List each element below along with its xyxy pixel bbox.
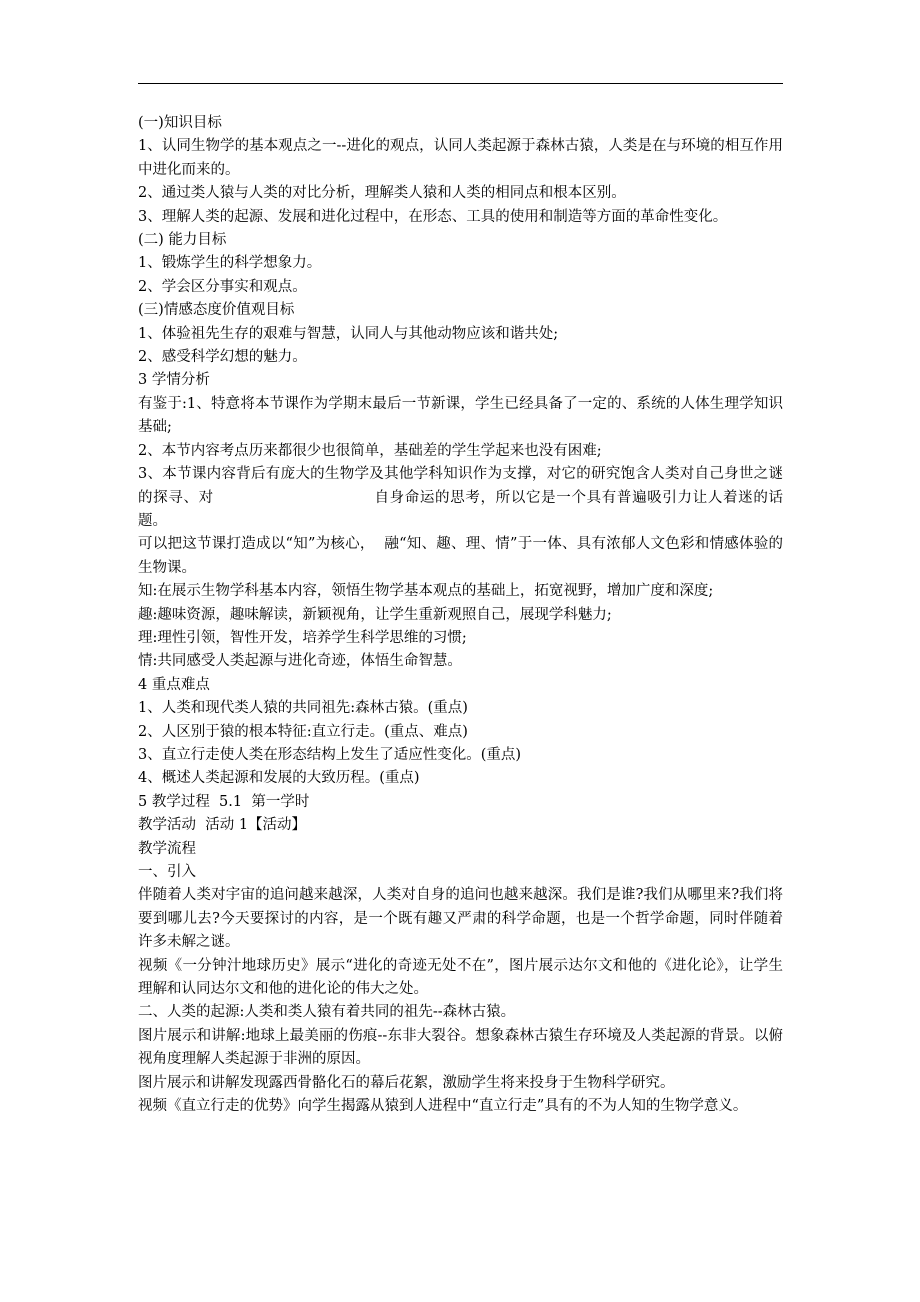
paragraph: 2、本节内容考点历来都很少也很简单，基础差的学生学起来也没有困难; [138, 442, 602, 459]
paragraph: 图片展示和讲解:地球上最美丽的伤痕--东非大裂谷。想象森林古猿生存环境及人类起源的背景。以俯视角度理解人类起源于非洲的原因。 [138, 1027, 783, 1068]
paragraph-part: 3、本节课内容背后有庞大的生物学及其他学科知识作为支撑，对它的研究饱含人类对自己身世之谜的探寻、对 [138, 466, 783, 506]
paragraph: 有鉴于:1、特意将本节课作为学期末最后一节新课，学生已经具备了一定的、系统的人体生理学知识基础; [138, 395, 783, 436]
paragraph: 教学流程 [138, 840, 196, 857]
document-body [138, 112, 783, 1118]
section-heading-process: 5 教学过程 5.1 第一学时 [138, 793, 310, 810]
paragraph: 教学活动 活动 1【活动】 [138, 817, 307, 834]
paragraph: 伴随着人类对宇宙的追问越来越深，人类对自身的追问也越来越深。我们是谁?我们从哪里来?我们将要到哪儿去?今天要探讨的内容，是一个既有趣又严肃的科学命题，也是一个哲学命题，同时伴随着许多未解之谜。 [138, 887, 783, 951]
paragraph: 一、引入 [138, 864, 196, 880]
section-heading-emotion: (三)情感态度价值观目标 [138, 302, 295, 319]
paragraph: 趣:趣味资源，趣味解读，新颖视角，让学生重新观照自己，展现学科魅力; [138, 606, 612, 623]
paragraph: 3、直立行走使人类在形态结构上发生了适应性变化。(重点) [138, 746, 522, 763]
paragraph-part: 自身命运的思考，所以它是一个具有普遍吸引力让人着迷的话题。 [138, 489, 783, 529]
section-heading-knowledge: (一)知识目标 [138, 115, 222, 131]
paragraph: 可以把这节课打造成以“知”为核心， 融“知、趣、理、情”于一体、具有浓郁人文色彩和情感体验的生物课。 [138, 536, 783, 576]
paragraph: 视频《直立行走的优势》向学生揭露从猿到人进程中“直立行走”具有的不为人知的生物学意义。 [138, 1098, 748, 1115]
section-heading-analysis: 3 学情分析 [138, 372, 210, 389]
paragraph: 1、认同生物学的基本观点之一--进化的观点，认同人类起源于森林古猿，人类是在与环境的相互作用中进化而来的。 [138, 138, 783, 178]
paragraph [138, 463, 783, 533]
header-rule [138, 83, 783, 84]
paragraph: 2、感受科学幻想的魅力。 [138, 349, 307, 366]
paragraph: 理:理性引领，智性开发，培养学生科学思维的习惯; [138, 629, 467, 646]
paragraph: 情:共同感受人类起源与进化奇迹，体悟生命智慧。 [138, 653, 462, 670]
paragraph: 2、通过类人猿与人类的对比分析，理解类人猿和人类的相同点和根本区别。 [138, 185, 626, 202]
paragraph: 2、学会区分事实和观点。 [138, 278, 307, 295]
paragraph: 2、人区别于猿的根本特征:直立行走。(重点、难点) [138, 723, 468, 740]
paragraph: 4、概述人类起源和发展的大致历程。(重点) [138, 770, 420, 787]
paragraph: 知:在展示生物学科基本内容，领悟生物学基本观点的基础上，拓宽视野，增加广度和深度; [138, 583, 714, 600]
paragraph: 图片展示和讲解发现露西骨骼化石的幕后花絮，激励学生将来投身于生物科学研究。 [138, 1074, 675, 1091]
section-heading-ability: (二) 能力目标 [138, 232, 227, 249]
paragraph: 二、人类的起源:人类和类人猿有着共同的祖先--森林古猿。 [138, 1004, 516, 1021]
paragraph: 1、锻炼学生的科学想象力。 [138, 255, 322, 272]
paragraph: 1、人类和现代类人猿的共同祖先:森林古猿。(重点) [138, 700, 468, 717]
section-heading-key-points: 4 重点难点 [138, 676, 210, 693]
paragraph: 视频《一分钟汁地球历史》展示“进化的奇迹无处不在”，图片展示达尔文和他的《进化论》，让学生理解和认同达尔文和他的进化论的伟大之处。 [138, 957, 783, 998]
paragraph: 1、体验祖先生存的艰难与智慧，认同人与其他动物应该和谐共处; [138, 325, 559, 342]
paragraph: 3、理解人类的起源、发展和进化过程中，在形态、工具的使用和制造等方面的革命性变化。 [138, 208, 728, 225]
